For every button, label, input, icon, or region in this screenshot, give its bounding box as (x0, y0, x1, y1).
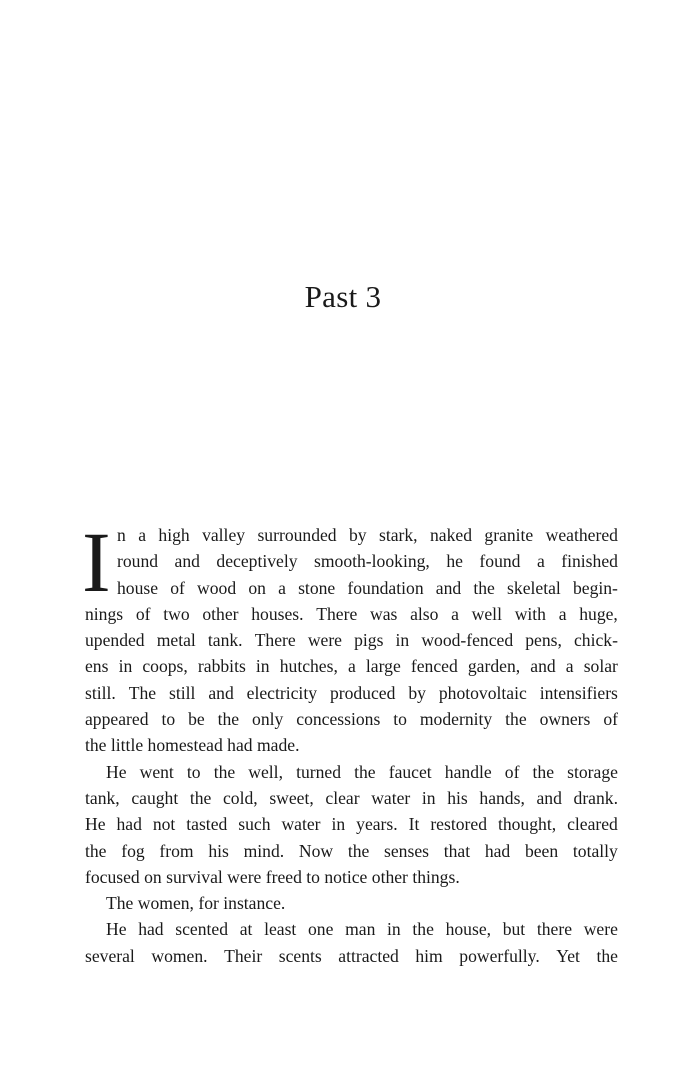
word: the (85, 840, 107, 861)
word: hands, (479, 787, 525, 808)
text-line: The women, for instance. (106, 893, 286, 914)
word: He (106, 761, 127, 782)
word: that (443, 840, 471, 861)
word: went (139, 761, 174, 782)
word: had (116, 814, 142, 835)
word: one (308, 919, 334, 940)
word: still. (85, 682, 116, 703)
text-line (85, 838, 618, 864)
word: still (169, 682, 196, 703)
word: foundation (347, 577, 424, 598)
word: garden, (467, 656, 521, 677)
word: There (316, 603, 358, 624)
word: with (514, 603, 546, 624)
text-line (85, 627, 618, 653)
word: in (331, 814, 346, 835)
word: the (505, 709, 527, 730)
word: round (117, 551, 159, 572)
text-line (85, 706, 618, 732)
word: in (118, 656, 133, 677)
word: such (238, 814, 271, 835)
word: modernity (419, 709, 493, 730)
text-line (85, 548, 618, 574)
word: n (117, 525, 126, 545)
word: pigs (354, 630, 384, 651)
word: and (208, 682, 234, 703)
word: a (138, 525, 146, 545)
word: clear (325, 787, 360, 808)
word: had (484, 840, 511, 861)
word: house (117, 577, 159, 598)
word: skeletal (507, 577, 561, 598)
word: there (536, 919, 573, 940)
word: the (217, 709, 240, 730)
word: the (347, 840, 370, 861)
word: were (307, 630, 342, 651)
word: There (254, 630, 296, 651)
word: storage (567, 761, 618, 782)
word: not (152, 814, 176, 835)
word: chick- (574, 630, 618, 651)
word: Yet (556, 945, 580, 966)
text-line (85, 653, 618, 679)
text-line (85, 943, 618, 969)
word: women. (151, 945, 208, 966)
word: least (264, 919, 297, 940)
word: produced (329, 682, 396, 703)
word: attracted (338, 945, 399, 966)
word: cold, (222, 787, 258, 808)
word: his (208, 840, 229, 861)
word: deceptively (216, 551, 298, 572)
word: fenced (410, 656, 458, 677)
chapter-title: Past 3 (304, 279, 382, 314)
word: to (393, 709, 407, 730)
word: turned (296, 761, 342, 782)
word: be (188, 709, 205, 730)
word: water (281, 814, 321, 835)
word: tank. (207, 630, 243, 651)
word: rabbits (197, 656, 246, 677)
word: and (174, 551, 200, 572)
word: naked (429, 525, 472, 545)
word: concessions (296, 709, 381, 730)
word: tank, (85, 787, 120, 808)
word: The (128, 682, 157, 703)
text-line (85, 759, 618, 785)
word: a (451, 603, 459, 624)
word: weathered (545, 525, 618, 545)
word: sweet, (269, 787, 314, 808)
text-line (85, 575, 618, 601)
word: smooth-looking, (314, 551, 430, 572)
word: wood-fenced (421, 630, 514, 651)
word: the (354, 761, 376, 782)
word: upended (85, 630, 145, 651)
word: valley (202, 525, 246, 545)
word: mind. (243, 840, 285, 861)
word: It (408, 814, 420, 835)
word: the (596, 945, 618, 966)
word: two (163, 603, 190, 624)
word: his (447, 787, 468, 808)
word: houses. (251, 603, 304, 624)
word: to (186, 761, 201, 782)
word: in (421, 787, 436, 808)
word: restored (430, 814, 487, 835)
word: begin- (572, 577, 618, 598)
word: scented (175, 919, 229, 940)
word: by (408, 682, 426, 703)
word: had (138, 919, 164, 940)
word: also (410, 603, 439, 624)
word: granite (484, 525, 534, 545)
text-line (85, 680, 618, 706)
word: scents (278, 945, 322, 966)
word: by (349, 525, 367, 545)
word: in (395, 630, 410, 651)
word: of (135, 603, 151, 624)
word: to (161, 709, 176, 730)
word: were (583, 919, 618, 940)
word: drank. (573, 787, 618, 808)
word: photovoltaic (438, 682, 527, 703)
text-line (85, 916, 618, 942)
word: metal (156, 630, 196, 651)
word: Now (298, 840, 334, 861)
word: the (412, 919, 434, 940)
word: stark, (378, 525, 418, 545)
word: of (170, 577, 185, 598)
word: wood (197, 577, 237, 598)
word: finished (561, 551, 618, 572)
word: appeared (85, 709, 149, 730)
word: electricity (246, 682, 318, 703)
text-line (85, 811, 618, 837)
text-line: the little homestead had made. (85, 735, 300, 756)
word: totally (572, 840, 618, 861)
word: but (502, 919, 526, 940)
word: on (248, 577, 266, 598)
word: coops, (142, 656, 188, 677)
word: caught (131, 787, 179, 808)
word: fog (121, 840, 145, 861)
word: house, (445, 919, 492, 940)
word: the (532, 761, 555, 782)
word: surrounded (257, 525, 337, 545)
word: ens (85, 656, 109, 677)
word: and (530, 656, 556, 677)
word: handle (444, 761, 492, 782)
word: from (159, 840, 194, 861)
word: nings (85, 603, 124, 624)
text-line (85, 785, 618, 811)
word: and (536, 787, 562, 808)
word: of (603, 709, 618, 730)
word: pens, (525, 630, 562, 651)
word: faucet (388, 761, 432, 782)
word: a (558, 603, 567, 624)
word: owners (539, 709, 591, 730)
word: him (415, 945, 443, 966)
word: cleared (567, 814, 618, 835)
word: the (213, 761, 236, 782)
word: found (479, 551, 521, 572)
word: and (435, 577, 462, 598)
word: solar (583, 656, 618, 677)
word: a (536, 551, 545, 572)
word: in (255, 656, 270, 677)
word: powerfully. (459, 945, 540, 966)
word: high (158, 525, 190, 545)
word: senses (384, 840, 429, 861)
word: a (347, 656, 356, 677)
word: Their (224, 945, 263, 966)
word: other (202, 603, 239, 624)
word: a (565, 656, 574, 677)
text-line (85, 522, 618, 548)
word: well, (248, 761, 283, 782)
word: hutches, (279, 656, 338, 677)
word: thought, (497, 814, 557, 835)
word: well (471, 603, 502, 624)
word: at (239, 919, 253, 940)
word: He (85, 814, 106, 835)
word: years. (356, 814, 398, 835)
word: several (85, 945, 135, 966)
word: He (106, 919, 127, 940)
word: of (504, 761, 520, 782)
word: huge, (579, 603, 618, 624)
text-line: focused on survival were freed to notice other things. (85, 866, 460, 887)
word: stone (298, 577, 336, 598)
word: he (446, 551, 463, 572)
word: the (189, 787, 212, 808)
drop-cap: I (82, 514, 111, 610)
word: only (252, 709, 284, 730)
word: large (365, 656, 401, 677)
word: in (387, 919, 401, 940)
word: tasted (186, 814, 228, 835)
body-text (82, 514, 618, 969)
word: water (371, 787, 411, 808)
word: a (278, 577, 286, 598)
word: the (473, 577, 495, 598)
word: been (524, 840, 559, 861)
text-line (85, 601, 618, 627)
word: was (369, 603, 398, 624)
word: man (345, 919, 376, 940)
word: intensifiers (539, 682, 618, 703)
